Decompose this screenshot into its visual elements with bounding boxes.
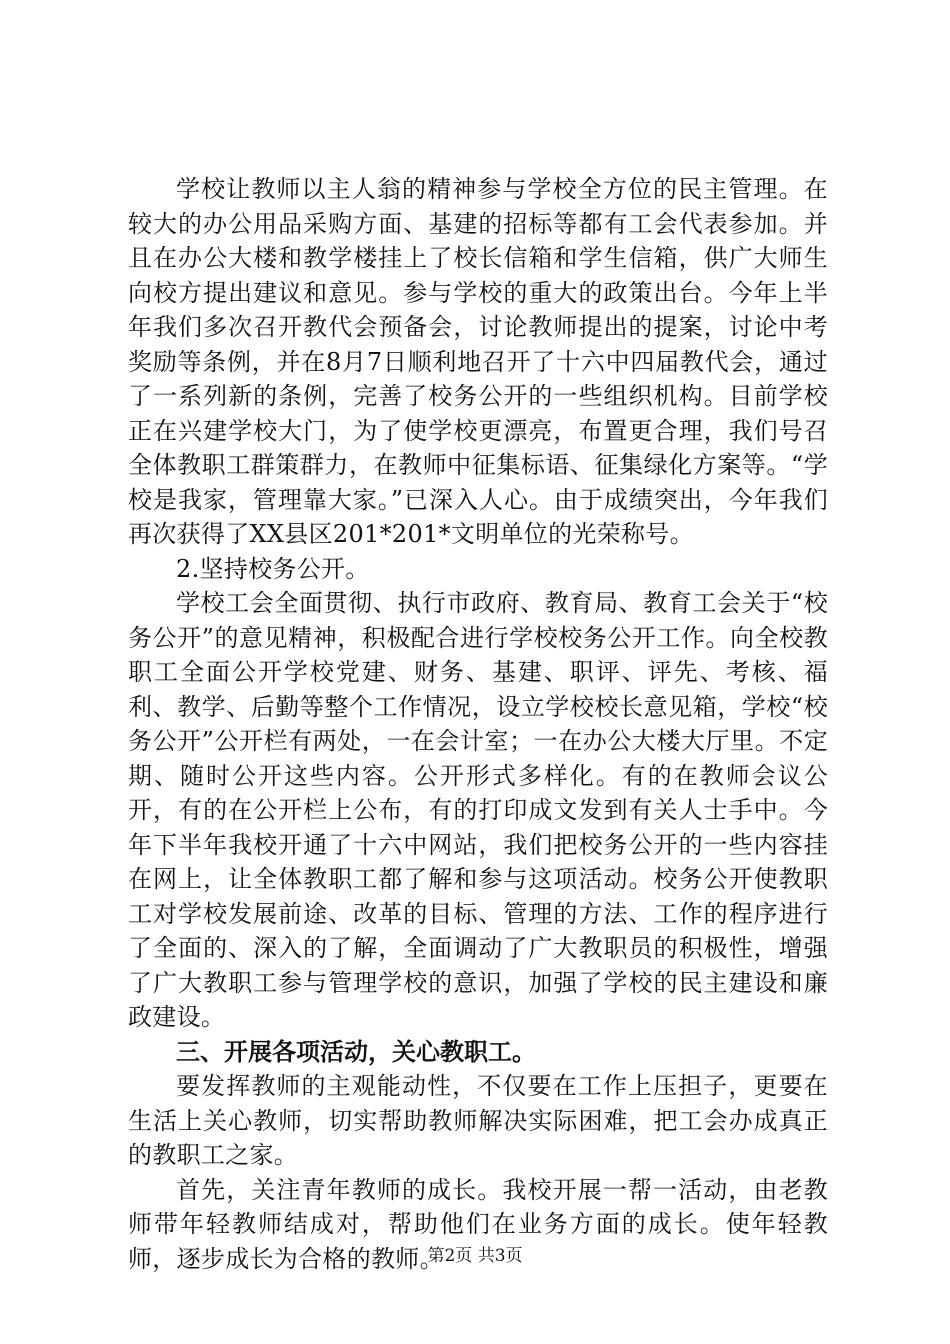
page-number-footer: 第2页 共3页 <box>427 1246 523 1266</box>
paragraph-young-teachers: 首先，关注青年教师的成长。我校开展一帮一活动，由老教师带年轻教师结成对，帮助他们在业务方面的成长。使年轻教师，逐步成长为合格的教师。 <box>128 1175 828 1273</box>
document-body <box>128 172 828 1276</box>
section-heading-activities: 三、开展各项活动，关心教职工。 <box>176 1037 536 1066</box>
paragraph-care-for-teachers: 要发挥教师的主观能动性，不仅要在工作上压担子，更要在生活上关心教师，切实帮助教师解决实际困难，把工会办成真正的教职工之家。 <box>128 1072 828 1169</box>
paragraph-school-affairs-openness: 学校工会全面贯彻、执行市政府、教育局、教育工会关于“校务公开”的意见精神，积极配合进行学校校务公开工作。向全校教职工全面公开学校党建、财务、基建、职评、评先、考核、福利、教学、后勤等整个工作情况，设立学校校长意见箱，学校“校务公开”公开栏有两处，一在会计室；一在办公大楼大厅里。不定期、随时公开这些内容。公开形式多样化。有的在教师会议公开，有的在公开栏上公布，有的打印成文发到有关人士手中。今年下半年我校开通了十六中网站，我们把校务公开的一些内容挂在网上，让全体教职工都了解和参与这项活动。校务公开使教职工对学校发展前途、改革的目标、管理的方法、工作的程序进行了全面的、深入的了解，全面调动了广大教职员的积极性，增强了广大教职工参与管理学校的意识，加强了学校的民主建设和廉政建设。 <box>128 589 828 1031</box>
subheading-school-affairs-openness: 2.坚持校务公开。 <box>176 554 370 583</box>
paragraph-democratic-management: 学校让教师以主人翁的精神参与学校全方位的民主管理。在较大的办公用品采购方面、基建的招标等都有工会代表参加。并且在办公大楼和教学楼挂上了校长信箱和学生信箱，供广大师生向校方提出建议和意见。参与学校的重大的政策出台。今年上半年我们多次召开教代会预备会，讨论教师提出的提案，讨论中考奖励等条例，并在8月7日顺利地召开了十六中四届教代会，通过了一系列新的条例，完善了校务公开的一些组织机构。目前学校正在兴建学校大门，为了使学校更漂亮，布置更合理，我们号召全体教职工群策群力，在教师中征集标语、征集绿化方案等。“学校是我家，管理靠大家。”已深入人心。由于成绩突出，今年我们再次获得了XX县区201*201*文明单位的光荣称号。 <box>128 175 828 548</box>
